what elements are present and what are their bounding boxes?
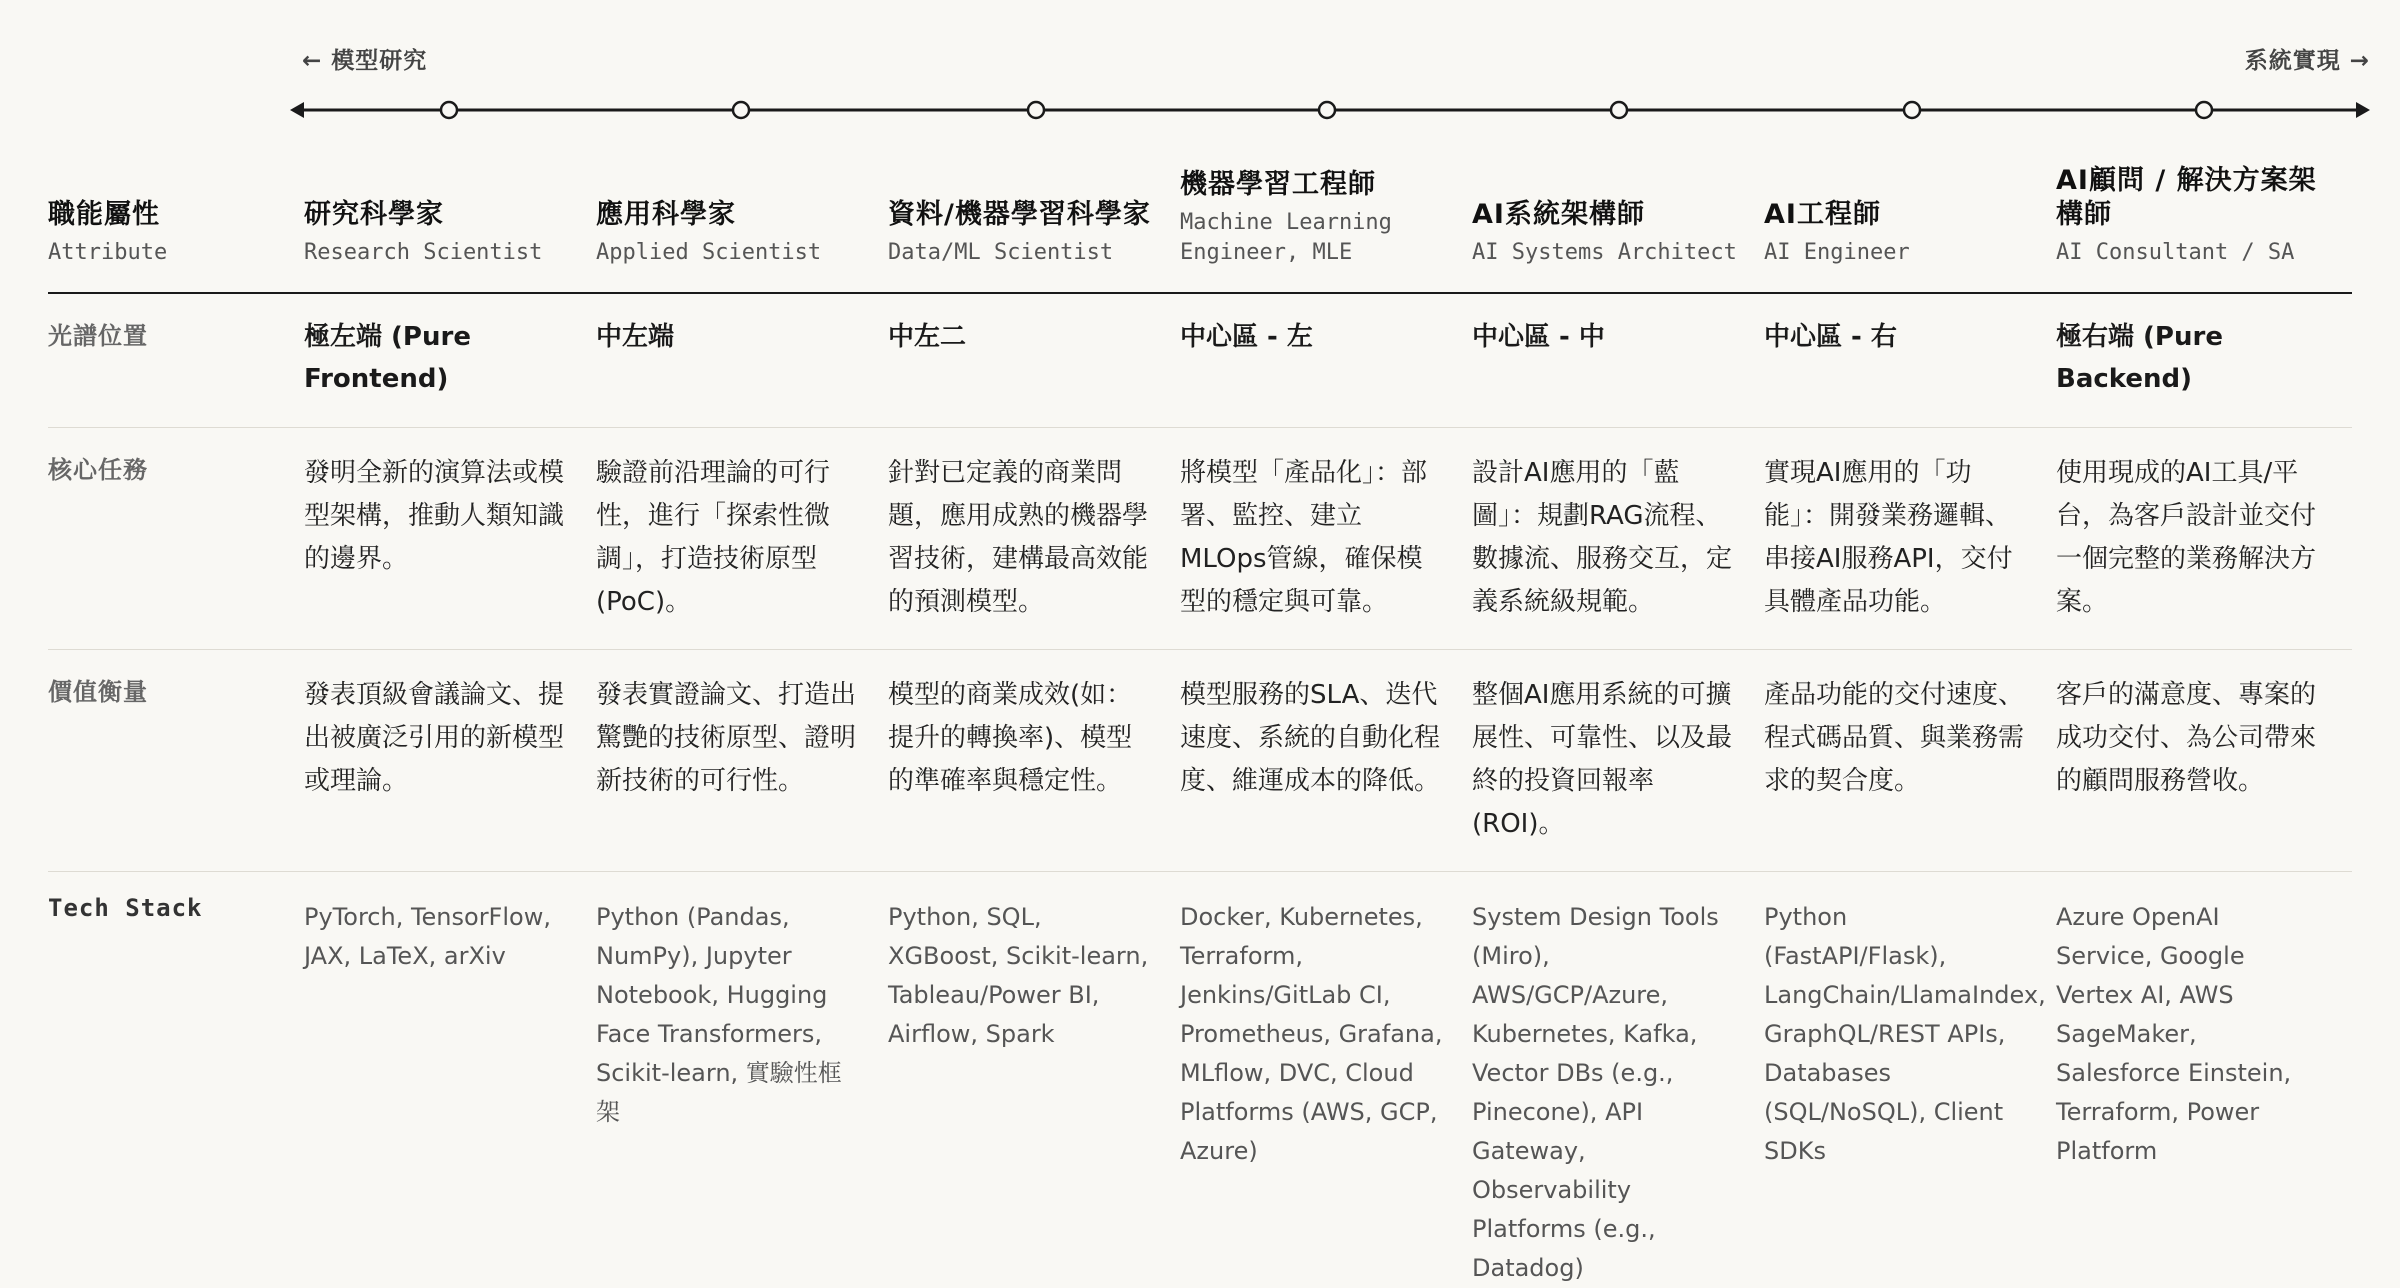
table-cell: Azure OpenAI Service, Google Vertex AI, AWS SageMaker, Salesforce Einstein, Terraform, Power Platform [2056, 903, 2292, 1165]
table-cell: PyTorch, TensorFlow, JAX, LaTeX, arXiv [304, 903, 551, 970]
role-header-ml-engineer: 機器學習工程師 Machine Learning Engineer, MLE [1180, 169, 1392, 265]
row-label: 核心任務 [48, 456, 148, 484]
table-row-tech-stack [48, 872, 2352, 1288]
table-cell: 極右端 (Pure Backend) [2056, 322, 2223, 394]
table-cell: 中心區 - 左 [1180, 322, 1313, 352]
table-cell: Docker, Kubernetes, Terraform, Jenkins/GitLab CI, Prometheus, Grafana, MLflow, DVC, Cloud Platforms (AWS, GCP, Azure) [1180, 903, 1443, 1165]
spectrum-node-6 [1904, 102, 1920, 118]
spectrum-node-4 [1319, 102, 1335, 118]
table-cell: 發表實證論文、打造出驚艷的技術原型、證明新技術的可行性。 [596, 680, 857, 796]
role-comparison-table [48, 160, 2352, 1288]
row-label: Tech Stack [48, 894, 203, 922]
table-row-spectrum-position [48, 294, 2352, 428]
table-cell: 客戶的滿意度、專案的成功交付、為公司帶來的顧問服務營收。 [2056, 680, 2317, 796]
table-cell: 設計AI應用的「藍圖」：規劃RAG流程、數據流、服務交互，定義系統級規範。 [1472, 458, 1733, 617]
arrow-left-icon [290, 102, 304, 118]
table-cell: 整個AI應用系統的可擴展性、可靠性、以及最終的投資回報率 (ROI)。 [1472, 680, 1733, 839]
table-cell: 針對已定義的商業問題，應用成熟的機器學習技術，建構最高效能的預測模型。 [888, 458, 1149, 617]
table-cell: 使用現成的AI工具/平台，為客戶設計並交付一個完整的業務解決方案。 [2056, 458, 2317, 617]
table-cell: 中左端 [596, 322, 675, 352]
spectrum-node-2 [733, 102, 749, 118]
table-row-core-task [48, 428, 2352, 650]
spectrum-axis [290, 38, 2370, 118]
table-cell: 產品功能的交付速度、程式碼品質、與業務需求的契合度。 [1764, 680, 2025, 796]
role-header-ai-consultant: AI顧問 / 解決方案架構師 AI Consultant / SA [2056, 165, 2317, 265]
table-cell: 發表頂級會議論文、提出被廣泛引用的新模型或理論。 [304, 680, 565, 796]
table-cell: 實現AI應用的「功能」：開發業務邏輯、串接AI服務API，交付具體產品功能。 [1764, 458, 2013, 617]
role-header-ai-engineer: AI工程師 AI Engineer [1764, 199, 1910, 265]
table-header [48, 160, 2352, 294]
spectrum-left-label: ← 模型研究 [302, 48, 428, 74]
table-cell: 發明全新的演算法或模型架構，推動人類知識的邊界。 [304, 458, 565, 574]
table-cell: 中左二 [888, 322, 967, 352]
table-cell: 模型服務的SLA、迭代速度、系統的自動化程度、維運成本的降低。 [1180, 680, 1441, 796]
spectrum-node-5 [1611, 102, 1627, 118]
table-cell: Python, SQL, XGBoost, Scikit-learn, Tableau/Power BI, Airflow, Spark [888, 903, 1149, 1048]
table-cell: Python (Pandas, NumPy), Jupyter Notebook, Hugging Face Transformers, Scikit-learn, 實驗性框架 [596, 903, 842, 1126]
table-row-value-measure [48, 650, 2352, 872]
role-header-applied-scientist: 應用科學家 Applied Scientist [596, 199, 822, 265]
table-cell: 將模型「產品化」：部署、監控、建立MLOps管線，確保模型的穩定與可靠。 [1180, 458, 1428, 617]
spectrum-right-label: 系統實現 → [2244, 48, 2370, 74]
table-cell: 中心區 - 中 [1472, 322, 1605, 352]
role-header-research-scientist: 研究科學家 Research Scientist [304, 199, 543, 265]
spectrum-node-7 [2196, 102, 2212, 118]
arrow-right-icon [2356, 102, 2370, 118]
table-cell: 模型的商業成效(如：提升的轉換率)、模型的準確率與穩定性。 [888, 680, 1133, 796]
table-cell: System Design Tools (Miro), AWS/GCP/Azure, Kubernetes, Kafka, Vector DBs (e.g., Pinecone), API Gateway, Observability Platforms (e.g., Datadog) [1472, 903, 1719, 1282]
row-label: 價值衡量 [48, 678, 148, 706]
row-label: 光譜位置 [48, 322, 148, 350]
spectrum-node-1 [441, 102, 457, 118]
spectrum-node-3 [1028, 102, 1044, 118]
table-cell: 驗證前沿理論的可行性，進行「探索性微調」，打造技術原型 (PoC)。 [596, 458, 831, 617]
attribute-header: 職能屬性 Attribute [48, 199, 168, 265]
table-cell: 極左端 (Pure Frontend) [304, 322, 471, 394]
spectrum-line [290, 100, 2370, 120]
table-cell: Python (FastAPI/Flask), LangChain/LlamaIndex, GraphQL/REST APIs, Databases (SQL/NoSQL), Client SDKs [1764, 903, 2046, 1165]
role-header-data-ml-scientist: 資料/機器學習科學家 Data/ML Scientist [888, 199, 1151, 265]
table-cell: 中心區 - 右 [1764, 322, 1897, 352]
role-header-ai-systems-architect: AI系統架構師 AI Systems Architect [1472, 199, 1737, 265]
